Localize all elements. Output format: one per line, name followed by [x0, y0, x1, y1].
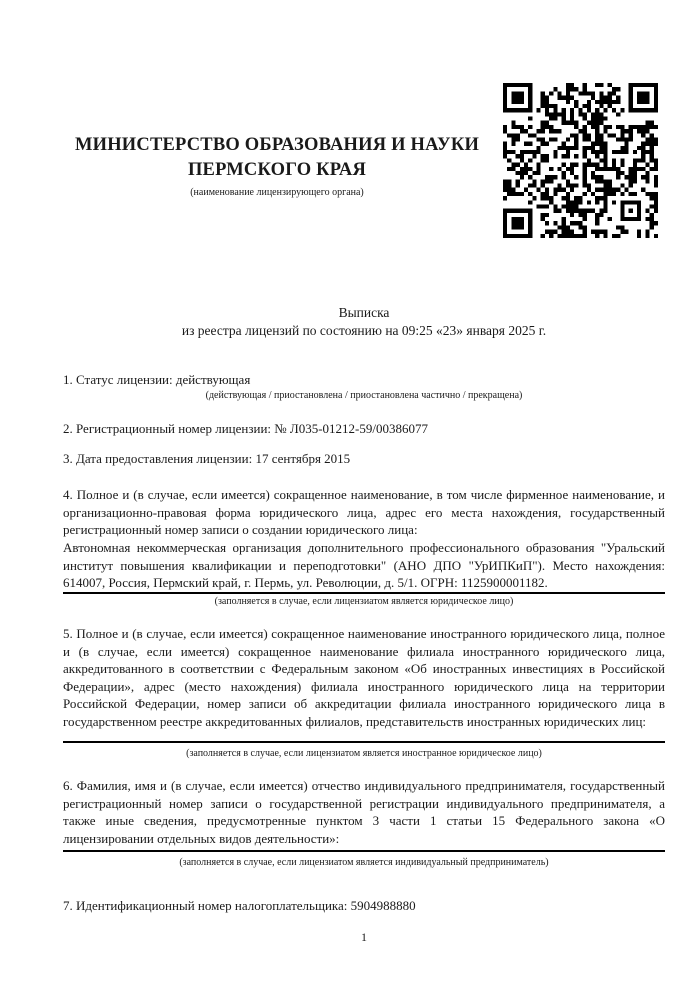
foreign-entity-caption: (заполняется в случае, если лицензиатом является иностранное юридическое лицо) — [186, 748, 542, 759]
entrepreneur-statement: 6. Фамилия, имя и (в случае, если имеется) отчество индивидуального предпринимателя, государственный регистрационный номер записи о государственной регистрации индивидуального предпринимателя, а также иные сведения, предусмотренные пунктом 3 части 1 статьи 15 Федерального закона «О лицензировании отдельных видов деятельности»: — [63, 778, 665, 846]
license-status-line: 1. Статус лицензии: действующая — [63, 372, 251, 387]
taxpayer-number-line: 7. Идентификационный номер налогоплательщика: 5904988880 — [63, 898, 416, 913]
document-body — [63, 304, 665, 945]
page-number: 1 — [361, 930, 367, 944]
legal-entity-value: Автономная некоммерческая организация дополнительного профессионального образования "Уральский институт повышения квалификации и переподготовки" (АНО ДПО "УрИПКиП"). Место нахождения: 614007, Россия, Пермский край, г. Пермь, ул. Революции, д. 5/1. ОГРН: 1125900001182. — [63, 540, 665, 590]
license-grant-date-line: 3. Дата предоставления лицензии: 17 сентября 2015 — [63, 451, 351, 466]
foreign-entity-blank-field — [63, 741, 665, 743]
qr-code — [503, 83, 658, 238]
legal-entity-statement: 4. Полное и (в случае, если имеется) сокращенное наименование, в том числе фирменное наименование, и организационно-правовая форма юридического лица, адрес его места нахождения, государственный регистрационный номер записи о создании юридического лица: — [63, 487, 665, 537]
document-title: Выписка — [338, 305, 390, 320]
ministry-name-line1: МИНИСТЕРСТВО ОБРАЗОВАНИЯ И НАУКИ — [74, 135, 480, 155]
licensing-authority-caption: (наименование лицензирующего органа) — [190, 187, 364, 198]
foreign-entity-statement: 5. Полное и (в случае, если имеется) сокращенное наименование иностранного юридического лица, полное и (в случае, если имеется) сокращенное наименование филиала иностранного юридического лица, аккредитованного в соответствии с Федеральным законом «Об иностранных инвестициях в Российской Федерации», адрес (место нахождения) филиала иностранного юридического лица на территории Российской Федерации, номер записи об аккредитации филиала иностранного юридического лица в государственном реестре аккредитованных филиалов, представительств иностранных юридических лиц: — [63, 626, 665, 729]
document-title-block — [63, 304, 665, 340]
licensing-authority-block — [63, 133, 491, 199]
status-options-caption: (действующая / приостановлена / приостановлена частично / прекращена) — [205, 390, 523, 401]
legal-entity-underline — [63, 592, 665, 594]
entrepreneur-blank-field — [63, 850, 665, 852]
ministry-name-line2: ПЕРМСКОГО КРАЯ — [187, 160, 367, 180]
document-subtitle: из реестра лицензий по состоянию на 09:25 «23» января 2025 г. — [181, 323, 547, 338]
registration-number-line: 2. Регистрационный номер лицензии: № Л035-01212-59/00386077 — [63, 421, 429, 436]
legal-entity-caption: (заполняется в случае, если лицензиатом является юридическое лицо) — [214, 596, 514, 607]
entrepreneur-caption: (заполняется в случае, если лицензиатом является индивидуальный предприниматель) — [179, 857, 549, 868]
